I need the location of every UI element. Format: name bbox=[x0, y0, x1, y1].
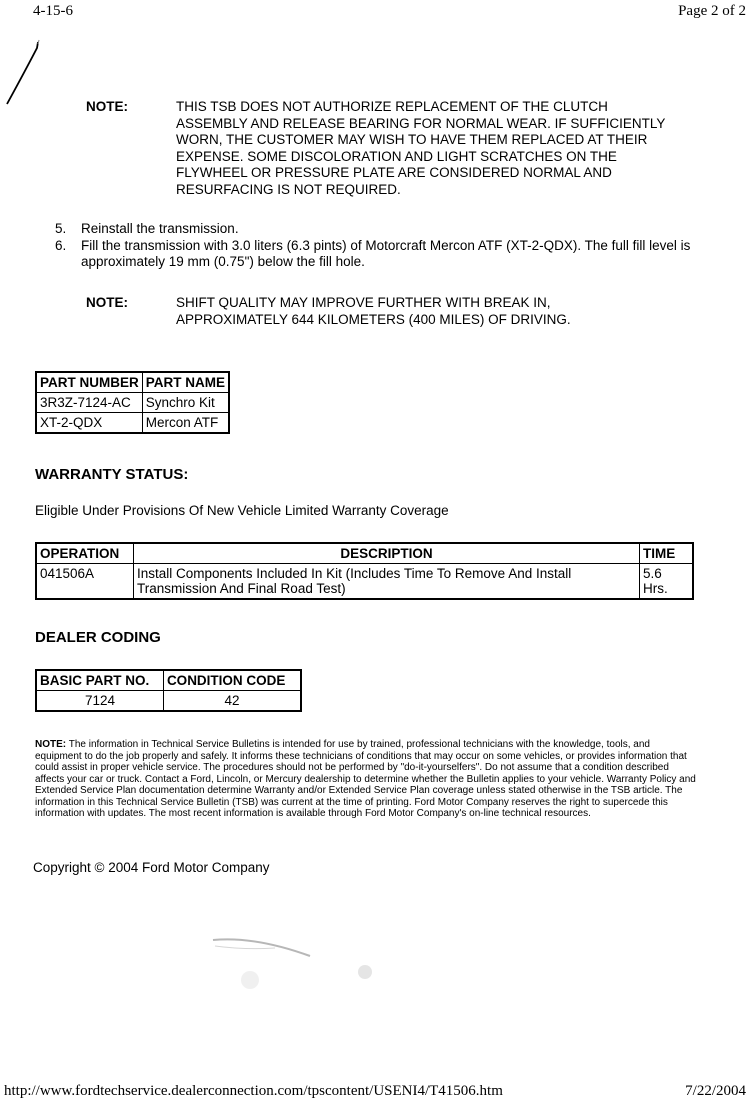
table-cell: 42 bbox=[163, 691, 301, 712]
dealer-coding-heading: DEALER CODING bbox=[35, 629, 161, 646]
note-text: THIS TSB DOES NOT AUTHORIZE REPLACEMENT OF THE CLUTCH ASSEMBLY AND RELEASE BEARING FOR NORMAL WEAR. IF SUFFICIENTLY WORN, THE CUSTOMER MAY WISH TO HAVE THEM REPLACED AT THEIR EXPENSE. SOME DISCOLORATION AND LIGHT SCRATCHES ON THE FLYWHEEL OR PRESSURE PLATE ARE CONSIDERED NORMAL AND RESURFACING IS NOT REQUIRED. bbox=[176, 99, 666, 197]
column-header: PART NAME bbox=[142, 372, 229, 393]
table-row bbox=[36, 691, 301, 712]
footer-url: http://www.fordtechservice.dealerconnection.com/tpscontent/USENI4/T41506.htm bbox=[4, 1083, 503, 1099]
column-header: CONDITION CODE bbox=[163, 670, 301, 691]
step-text: Reinstall the transmission. bbox=[81, 221, 239, 236]
step-text: Fill the transmission with 3.0 liters (6.3 pints) of Motorcraft Mercon ATF (XT-2-QDX). The full fill level is approximately 19 mm (0.75") below the fill hole. bbox=[81, 237, 691, 269]
pen-mark-icon bbox=[4, 38, 52, 108]
dealer-coding-table bbox=[35, 669, 302, 712]
step-number: 6. bbox=[55, 237, 67, 253]
disclaimer-text: The information in Technical Service Bulletins is intended for use by trained, professional technicians with the knowledge, tools, and equipment to do the job properly and safely. It informs these technicians of conditions that may occur on some vehicles, or provides information that could assist in proper vehicle service. The procedures should not be performed by "do-it-yourselfers". Do not assume that a condition described affects your car or truck. Contact a Ford, Lincoln, or Mercury dealership to determine whether the Bulletin applies to your vehicle. Warranty Policy and Extended Service Plan documentation determine Warranty and/or Extended Service Plan coverage unless stated otherwise in the TSB article. The information in this Technical Service Bulletin (TSB) was current at the time of printing. Ford Motor Company reserves the right to supercede this information with updates. The most recent information is available through Ford Motor Company's on-line technical resources. bbox=[35, 739, 696, 819]
table-row bbox=[36, 564, 693, 600]
column-header: DESCRIPTION bbox=[134, 543, 640, 564]
table-cell: Mercon ATF bbox=[142, 413, 229, 434]
table-cell: 7124 bbox=[36, 691, 163, 712]
step-item bbox=[55, 238, 705, 271]
column-header: PART NUMBER bbox=[36, 372, 142, 393]
table-cell: Synchro Kit bbox=[142, 393, 229, 413]
table-row bbox=[36, 413, 229, 434]
note-label: NOTE: bbox=[86, 99, 128, 114]
disclaimer-label: NOTE: bbox=[35, 739, 67, 750]
note-text: SHIFT QUALITY MAY IMPROVE FURTHER WITH BREAK IN, APPROXIMATELY 644 KILOMETERS (400 MILES) OF DRIVING. bbox=[176, 295, 571, 327]
copyright: Copyright © 2004 Ford Motor Company bbox=[33, 860, 270, 875]
table-cell: 3R3Z-7124-AC bbox=[36, 393, 142, 413]
footer-date: 7/22/2004 bbox=[685, 1083, 746, 1099]
parts-table bbox=[35, 371, 230, 434]
warranty-heading: WARRANTY STATUS: bbox=[35, 466, 189, 483]
step-item bbox=[55, 221, 705, 238]
step-number: 5. bbox=[55, 221, 67, 236]
warranty-text: Eligible Under Provisions Of New Vehicle Limited Warranty Coverage bbox=[35, 503, 449, 518]
step-list bbox=[55, 221, 705, 271]
note-label: NOTE: bbox=[86, 295, 128, 310]
page-number: Page 2 of 2 bbox=[678, 3, 746, 19]
column-header: BASIC PART NO. bbox=[36, 670, 163, 691]
table-cell: 5.6 Hrs. bbox=[640, 564, 694, 600]
scan-smudge-icon bbox=[205, 928, 385, 1003]
table-cell: Install Components Included In Kit (Includes Time To Remove And Install Transmission And Final Road Test) bbox=[134, 564, 640, 600]
table-cell: 041506A bbox=[36, 564, 134, 600]
column-header: TIME bbox=[640, 543, 694, 564]
column-header: OPERATION bbox=[36, 543, 134, 564]
doc-id: 4-15-6 bbox=[33, 3, 73, 19]
table-row bbox=[36, 393, 229, 413]
operation-table bbox=[35, 542, 694, 600]
table-cell: XT-2-QDX bbox=[36, 413, 142, 434]
disclaimer bbox=[35, 739, 697, 820]
